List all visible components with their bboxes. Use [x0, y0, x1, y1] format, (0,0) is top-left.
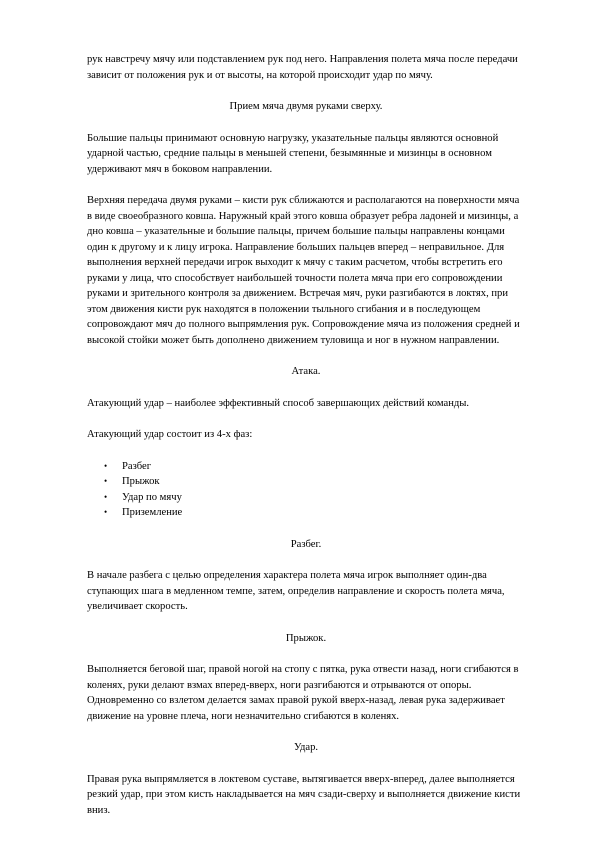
paragraph-strike: Правая рука выпрямляется в локтевом суставе, вытягивается вверх-вперед, далее выполняется резкий удар, при этом кисть накладывается на мяч сзади-сверху и выполняется движение кисти вниз. [87, 773, 521, 816]
heading-run-up: Разбег. [290, 538, 322, 550]
heading-overhead-reception: Прием мяча двумя руками сверху. [229, 101, 383, 112]
list-item: • Удар по мячу [87, 490, 525, 506]
heading-jump: Прыжок. [285, 632, 327, 644]
paragraph-attack-definition: Атакующий удар – наиболее эффективный способ завершающих действий команды. [87, 397, 470, 409]
paragraph-run-up: В начале разбега с целью определения характера полета мяча игрок выполняет один-два ступающих шага в медленном темпе, затем, определив направление и скорость полета мяча, увеличивает скорость. [87, 570, 505, 612]
list-item: • Прыжок [87, 474, 525, 490]
list-item: • Разбег [87, 459, 525, 475]
paragraph-pass-direction: рук навстречу мячу или подставлением рук под него. Направления полета мяча после передачи зависит от положения рук и от высоты, на которой происходит удар по мячу. [87, 54, 518, 81]
paragraph-overhead-pass: Верхняя передача двумя руками – кисти рук сближаются и располагаются на поверхности мяча в виде своеобразного ковша. Наружный край этого ковша образует ребра ладоней и мизинцы, а дно ковша – указательные и большие пальцы, причем большие пальцы направлены концами один к другому и к лицу игрока. Направление больших пальцев вперед – неправильное. Для выполнения верхней передачи игрок выходит к мячу с таким расчетом, чтобы встретить его руками у лица, что способствует наибольшей точности полета мяча при его сопровождении руками и зрительного контроля за движением. Встречая мяч, руки разгибаются в локтях, при этом движения кисти рук находятся в положении тыльного сгибания и в последующем сопровождают мяч до полного выпрямления рук. Сопровождение мяча из положения средней и высокой стойки может быть дополнено движением туловища и ног в нужном направлении. [87, 195, 520, 346]
phases-list [87, 459, 525, 521]
bullet-icon: • [104, 491, 108, 502]
heading-strike: Удар. [293, 742, 319, 753]
paragraph-phases-intro: Атакующий удар состоит из 4-х фаз: [87, 429, 253, 440]
bullet-icon: • [104, 460, 108, 471]
paragraph-fingers: Большие пальцы принимают основную нагрузку, указательные пальцы являются основной ударной частью, средние пальцы в меньшей степени, безымянные и мизинцы в основном удерживают мяч в боковом направлении. [87, 132, 499, 175]
bullet-icon: • [104, 507, 108, 517]
bullet-icon: • [104, 476, 108, 486]
list-item: • Приземление [87, 505, 525, 521]
paragraph-jump: Выполняется беговой шаг, правой ногой на стопу с пятка, рука отвести назад, ноги сгибаются в коленях, руки делают взмах вперед-вверх, ноги разгибаются и отрываются от опоры. Одновременно со взлетом делается замах правой рукой вверх-назад, левая рука задерживает движение на уровне плеча, ноги незначительно сгибаются в коленях. [87, 664, 519, 722]
heading-attack: Атака. [291, 366, 321, 377]
